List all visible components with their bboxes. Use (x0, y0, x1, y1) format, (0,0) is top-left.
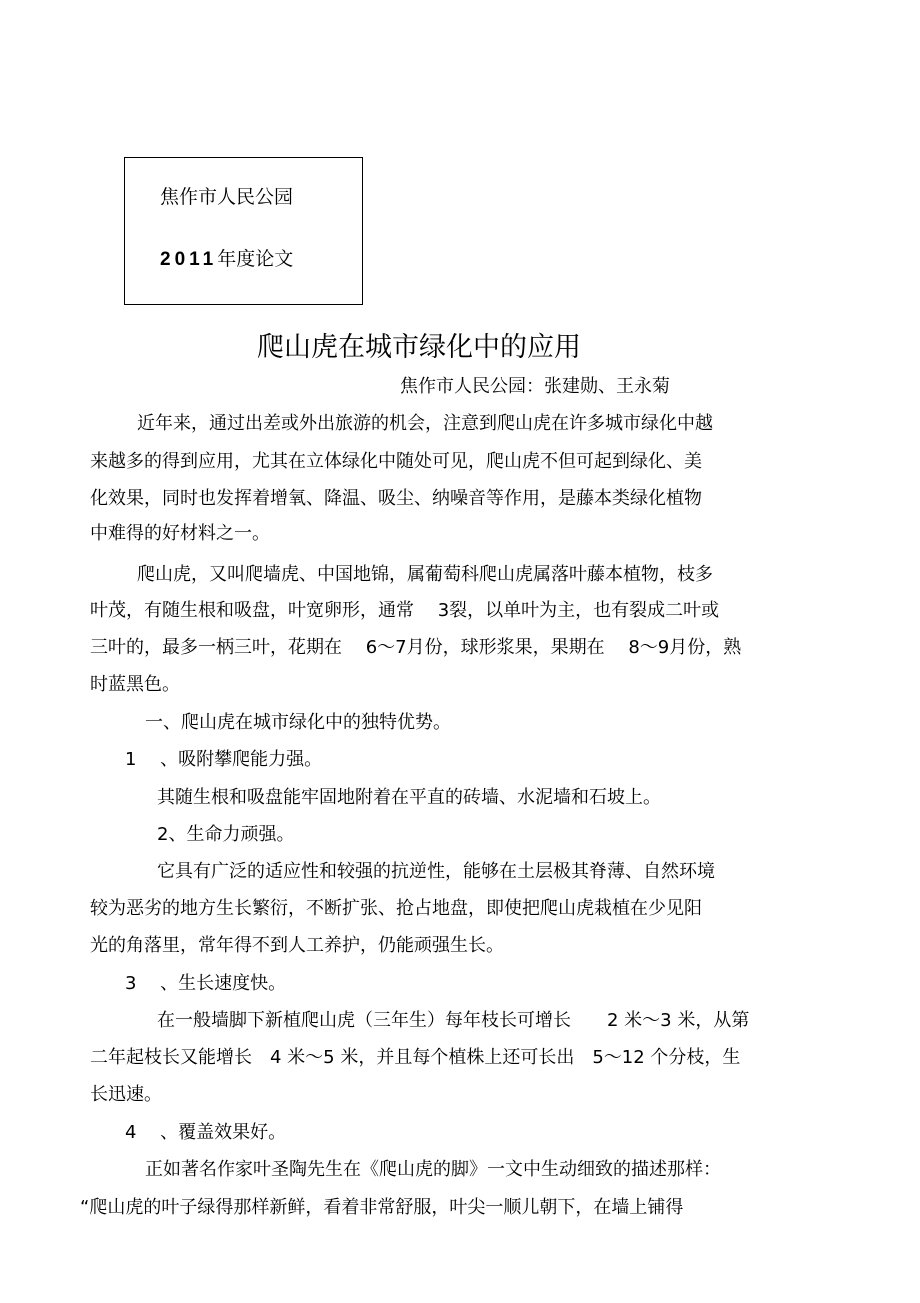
body-line: 在一般墙脚下新植爬山虎（三年生）每年枝长可增长 2 米～3 米，从第 (157, 1010, 750, 1031)
body-line: 长迅速。 (90, 1084, 162, 1105)
cover-box (124, 157, 363, 305)
body-line: 其随生根和吸盘能牢固地附着在平直的砖墙、水泥墙和石坡上。 (157, 787, 661, 808)
section-heading: 一、爬山虎在城市绿化中的独特优势。 (145, 712, 451, 733)
organization-name: 焦作市人民公园 (160, 186, 294, 208)
body-line: 它具有广泛的适应性和较强的抗逆性，能够在土层极其脊薄、自然环境 (157, 861, 715, 882)
body-line: 正如著名作家叶圣陶先生在《爬山虎的脚》一文中生动细致的描述那样： (145, 1159, 721, 1180)
subheading: 3 、生长速度快。 (125, 973, 287, 994)
body-line: 叶茂，有随生根和吸盘，叶宽卵形，通常 3裂，以单叶为主，也有裂成二叶或 (90, 600, 720, 621)
body-line: 化效果，同时也发挥着增氧、降温、吸尘、纳噪音等作用，是藤本类绿化植物 (90, 488, 702, 509)
body-line: 二年起枝长又能增长 4 米～5 米，并且每个植株上还可长出 5～12 个分枝，生 (90, 1047, 741, 1068)
author-line: 焦作市人民公园：张建勋、王永菊 (400, 376, 670, 397)
body-line: “爬山虎的叶子绿得那样新鲜，看着非常舒服，叶尖一顺儿朝下，在墙上铺得 (80, 1197, 684, 1218)
body-line: 光的角落里，常年得不到人工养护，仍能顽强生长。 (90, 935, 504, 956)
body-line: 三叶的，最多一柄三叶，花期在 6～7月份，球形浆果，果期在 8～9月份，熟 (90, 637, 742, 658)
body-line: 近年来，通过出差或外出旅游的机会，注意到爬山虎在许多城市绿化中越 (137, 413, 713, 434)
subheading: 4 、覆盖效果好。 (125, 1122, 287, 1143)
subheading: 1 、吸附攀爬能力强。 (125, 749, 323, 770)
subheading: 2、生命力顽强。 (157, 824, 295, 845)
year-label (160, 244, 293, 271)
year-text: 年度论文 (217, 248, 294, 270)
body-line: 较为恶劣的地方生长繁衍，不断扩张、抢占地盘，即使把爬山虎栽植在少见阳 (90, 898, 702, 919)
body-line: 中难得的好材料之一。 (90, 523, 270, 544)
year-number: 2011 (160, 249, 218, 270)
body-line: 来越多的得到应用，尤其在立体绿化中随处可见，爬山虎不但可起到绿化、美 (90, 451, 702, 472)
body-line: 时蓝黑色。 (90, 674, 180, 695)
body-line: 爬山虎，又叫爬墙虎、中国地锦，属葡萄科爬山虎属落叶藤本植物，枝多 (137, 564, 713, 585)
paper-title: 爬山虎在城市绿化中的应用 (257, 332, 581, 363)
